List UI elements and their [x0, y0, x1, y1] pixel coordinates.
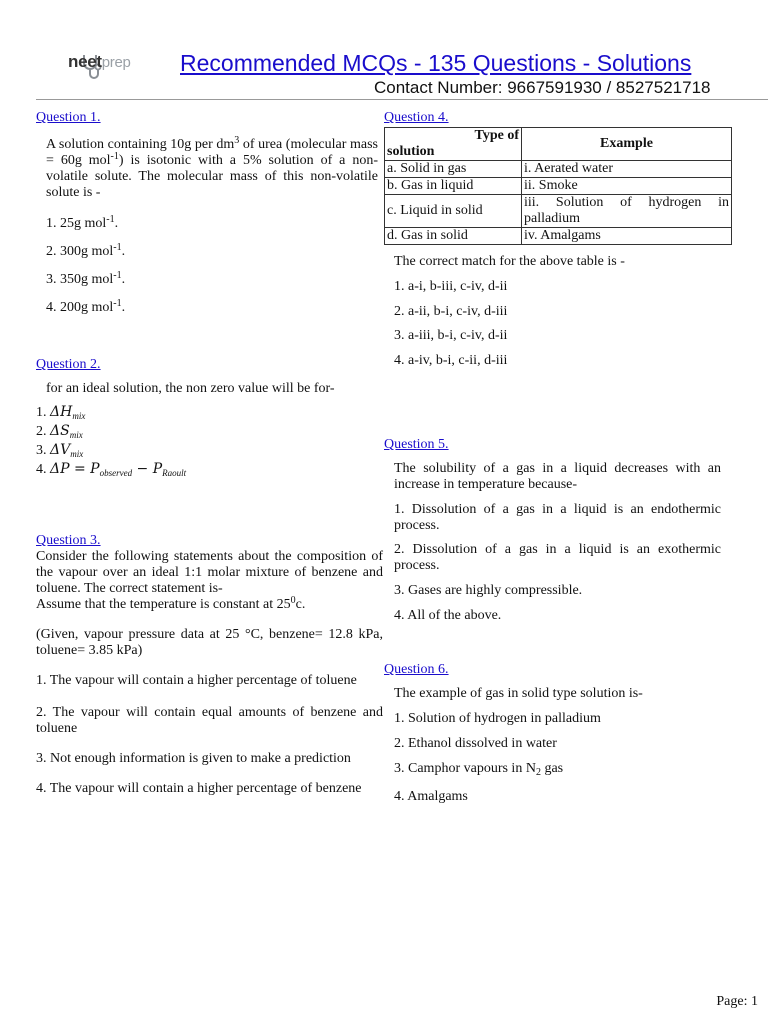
question-3-link[interactable]: Question 3.: [36, 533, 101, 548]
header-divider: [36, 99, 768, 100]
question-4-link[interactable]: Question 4.: [384, 110, 449, 125]
option[interactable]: 3. Not enough information is given to make a prediction: [36, 751, 351, 766]
option[interactable]: 1. $\Delta H_{mix}$: [36, 404, 86, 421]
question-5-stem: The solubility of a gas in a liquid decreases with an increase in temperature because-: [394, 461, 721, 492]
question-4-options: [394, 279, 732, 377]
question-6-link[interactable]: Question 6.: [384, 662, 449, 677]
table-cell: iv. Amalgams: [522, 228, 732, 245]
table-row: [385, 195, 732, 228]
logo-neet-text: neet: [68, 52, 102, 71]
option[interactable]: 1. Dissolution of a gas in a liquid is an endothermic process.: [394, 502, 721, 533]
question-3-given: (Given, vapour pressure data at 25 °C, benzene= 12.8 kPa, toluene= 3.85 kPa): [36, 627, 383, 658]
match-table: [384, 127, 732, 245]
contact-number: Contact Number: 9667591930 / 8527521718: [374, 78, 711, 97]
table-cell: c. Liquid in solid: [385, 195, 522, 228]
option[interactable]: 3. Gases are highly compressible.: [394, 583, 583, 598]
option[interactable]: 1. The vapour will contain a higher percentage of toluene: [36, 673, 357, 688]
option[interactable]: 4. 200g mol$^{-1}$.: [46, 298, 126, 315]
option[interactable]: 4. All of the above.: [394, 608, 502, 623]
option[interactable]: 4. Amalgams: [394, 789, 468, 804]
option[interactable]: 4. a-iv, b-i, c-ii, d-iii: [394, 352, 508, 368]
question-1-link[interactable]: Question 1.: [36, 110, 101, 125]
question-2-stem: for an ideal solution, the non zero value will be for-: [46, 381, 335, 396]
option[interactable]: 2. Ethanol dissolved in water: [394, 736, 557, 751]
question-3-stem: Consider the following statements about the composition of the vapour over an ideal 1:1 molar mixture of benzene and toluene. The correct statement is-: [36, 549, 383, 596]
question-5-link[interactable]: Question 5.: [384, 437, 449, 452]
table-header-type: Type of solution: [385, 128, 522, 161]
table-cell: iii. Solution of hydrogen in palladium: [522, 195, 732, 228]
page-title[interactable]: Recommended MCQs - 135 Questions - Solutions: [180, 50, 692, 76]
table-cell: a. Solid in gas: [385, 161, 522, 178]
option[interactable]: 3. Camphor vapours in $N_2$ gas: [394, 761, 564, 778]
option[interactable]: 4. The vapour will contain a higher percentage of benzene: [36, 781, 362, 796]
option[interactable]: 2. The vapour will contain equal amounts of benzene and toluene: [36, 705, 383, 736]
question-1-stem: A solution containing 10g per $dm^3$ of urea (molecular mass = 60g mol$^{-1}$) is isotonic with a 5% solution of a non-volatile solute. The molecular mass of this non-volatile solute is -: [46, 135, 378, 200]
option[interactable]: 2. Dissolution of a gas in a liquid is an exothermic process.: [394, 542, 721, 573]
option[interactable]: 3. $\Delta V_{mix}$: [36, 442, 84, 459]
table-cell: ii. Smoke: [522, 178, 732, 195]
question-2: [36, 357, 378, 481]
table-row: [385, 228, 732, 245]
logo: [68, 52, 131, 72]
option[interactable]: 1. Solution of hydrogen in palladium: [394, 711, 601, 726]
question-3-assumption: Assume that the temperature is constant at $25^0c$.: [36, 595, 306, 612]
option[interactable]: 2. 300g mol$^{-1}$.: [46, 242, 126, 259]
page-number: Page: 1: [716, 994, 758, 1009]
question-4-stem: The correct match for the above table is -: [394, 254, 625, 269]
option[interactable]: 4. $\Delta P = P_{observed} - P_{Raoult}$: [36, 461, 187, 478]
table-cell: b. Gas in liquid: [385, 178, 522, 195]
question-2-options: [36, 405, 378, 481]
table-header-row: [385, 128, 732, 161]
option[interactable]: 2. a-ii, b-i, c-iv, d-iii: [394, 303, 508, 319]
option[interactable]: 1. 25g mol$^{-1}$.: [46, 214, 119, 231]
question-6-stem: The example of gas in solid type solution is-: [394, 686, 643, 701]
question-1: [36, 110, 378, 322]
question-6: [384, 662, 721, 805]
question-5: [384, 437, 721, 624]
table-row: [385, 178, 732, 195]
table-cell: i. Aerated water: [522, 161, 732, 178]
question-3: [36, 533, 383, 797]
question-4: [384, 110, 732, 377]
option[interactable]: 1. a-i, b-iii, c-iv, d-ii: [394, 279, 508, 294]
table-cell: d. Gas in solid: [385, 228, 522, 245]
logo-prep-text: prep: [101, 54, 131, 71]
option[interactable]: 3. a-iii, b-i, c-iv, d-ii: [394, 328, 508, 343]
table-header-example: Example: [522, 128, 732, 161]
option[interactable]: 3. 350g mol$^{-1}$.: [46, 270, 126, 287]
question-2-link[interactable]: Question 2.: [36, 357, 101, 372]
option[interactable]: 2. $\Delta S_{mix}$: [36, 423, 83, 440]
table-row: [385, 161, 732, 178]
question-1-options: [46, 210, 378, 322]
